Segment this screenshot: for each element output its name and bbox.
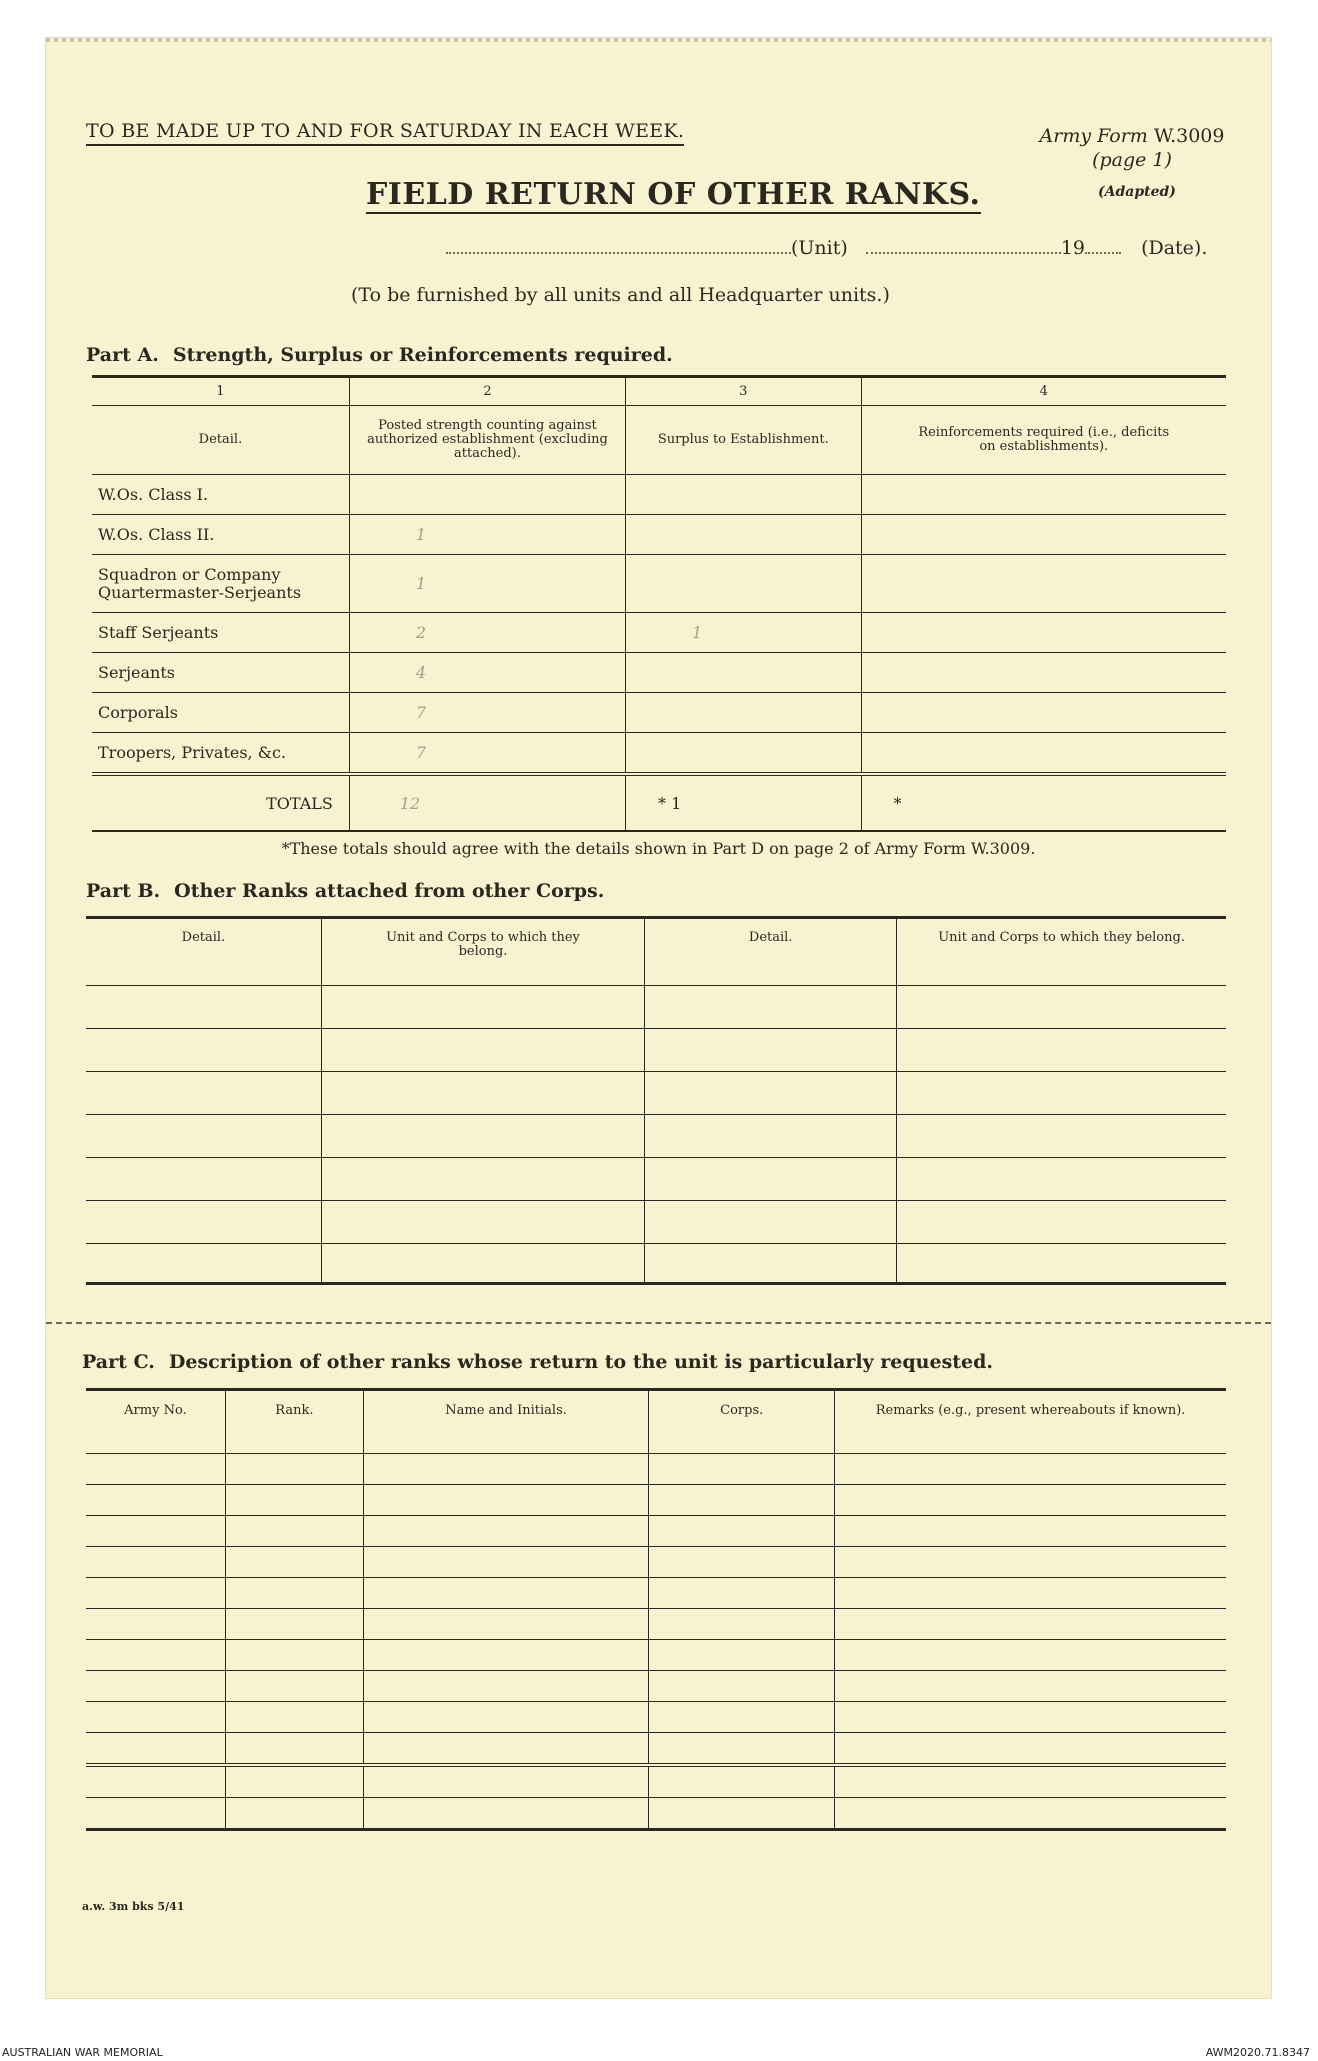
detail-cell[interactable] (86, 1201, 321, 1244)
table-row (92, 515, 1226, 555)
rank-cell[interactable] (225, 1733, 363, 1766)
printer-mark: a.w. 3m bks 5/41 (82, 1900, 185, 1913)
detail-cell[interactable] (86, 986, 321, 1029)
totals-posted[interactable]: 12 (349, 774, 625, 831)
table-row (86, 1702, 1226, 1733)
row-detail: Corporals (92, 693, 349, 733)
column-header-reinforcements: Reinforcements required (i.e., deficits on establishments). (861, 406, 1226, 475)
col-number: 3 (626, 377, 861, 406)
remarks-cell[interactable] (835, 1485, 1226, 1516)
corps-cell[interactable] (649, 1798, 835, 1830)
name-cell[interactable] (363, 1733, 648, 1766)
rank-cell[interactable] (225, 1798, 363, 1830)
unit-corps-cell[interactable] (897, 1029, 1226, 1072)
table-row (86, 1201, 1226, 1244)
detail-cell[interactable] (645, 1158, 897, 1201)
corps-cell[interactable] (649, 1516, 835, 1547)
name-cell[interactable] (363, 1798, 648, 1830)
unit-corps-cell[interactable] (897, 1201, 1226, 1244)
table-row (86, 1516, 1226, 1547)
col-number: 2 (349, 377, 625, 406)
table-row (86, 1072, 1226, 1115)
form-number: W.3009 (1153, 125, 1225, 147)
totals-label: TOTALS (92, 774, 349, 831)
reinforcements-value[interactable] (861, 555, 1226, 613)
table-row (92, 733, 1226, 775)
year-prefix: 19 (1060, 237, 1086, 259)
part-b-title: Other Ranks attached from other Corps. (174, 880, 605, 902)
unit-corps-cell[interactable] (897, 1244, 1226, 1284)
adapted-note: (Adapted) (1098, 184, 1176, 200)
army-no-cell[interactable] (86, 1640, 225, 1671)
column-header-posted: Posted strength counting against authorized establishment (excluding attached). (349, 406, 625, 475)
remarks-cell[interactable] (835, 1798, 1226, 1830)
army-no-cell[interactable] (86, 1485, 225, 1516)
corps-cell[interactable] (649, 1485, 835, 1516)
totals-surplus[interactable]: * 1 (626, 774, 861, 831)
table-row (92, 653, 1226, 693)
name-cell[interactable] (363, 1640, 648, 1671)
row-detail: W.Os. Class II. (92, 515, 349, 555)
page-title: FIELD RETURN OF OTHER RANKS. (366, 177, 981, 212)
table-row (86, 986, 1226, 1029)
table-row (86, 1115, 1226, 1158)
totals-row (92, 774, 1226, 831)
corps-cell[interactable] (649, 1454, 835, 1485)
army-no-cell[interactable] (86, 1798, 225, 1830)
surplus-value[interactable] (626, 555, 861, 613)
totals-footnote: *These totals should agree with the details shown in Part D on page 2 of Army Form W.3009. (281, 839, 1036, 858)
table-row (86, 1244, 1226, 1284)
column-header-corps: Corps. (649, 1390, 835, 1454)
army-form-label: Army Form (1039, 125, 1148, 147)
corps-cell[interactable] (649, 1609, 835, 1640)
unit-corps-cell[interactable] (321, 1244, 644, 1284)
name-cell[interactable] (363, 1609, 648, 1640)
column-header-detail: Detail. (86, 918, 321, 986)
army-no-cell[interactable] (86, 1609, 225, 1640)
rank-cell[interactable] (225, 1547, 363, 1578)
col-number: 4 (861, 377, 1226, 406)
row-detail: Troopers, Privates, &c. (92, 733, 349, 775)
unit-corps-cell[interactable] (897, 1115, 1226, 1158)
table-row (86, 1485, 1226, 1516)
year-field (1085, 238, 1121, 254)
reinforcements-value[interactable] (861, 613, 1226, 653)
rank-cell[interactable] (225, 1640, 363, 1671)
row-detail: Squadron or Company Quartermaster-Serjeants (92, 555, 349, 613)
table-row (92, 555, 1226, 613)
surplus-value[interactable] (626, 475, 861, 515)
form-paper (46, 38, 1271, 1998)
surplus-value[interactable] (626, 653, 861, 693)
army-no-cell[interactable] (86, 1578, 225, 1609)
totals-reinforcements[interactable]: * (861, 774, 1226, 831)
army-no-cell[interactable] (86, 1702, 225, 1733)
unit-corps-cell[interactable] (321, 1072, 644, 1115)
remarks-cell[interactable] (835, 1578, 1226, 1609)
part-a-table (92, 375, 1226, 832)
rank-cell[interactable] (225, 1485, 363, 1516)
name-cell[interactable] (363, 1702, 648, 1733)
army-no-cell[interactable] (86, 1454, 225, 1485)
furnished-note: (To be furnished by all units and all Headquarter units.) (351, 284, 890, 306)
unit-corps-cell[interactable] (897, 986, 1226, 1029)
name-cell[interactable] (363, 1485, 648, 1516)
army-no-cell[interactable] (86, 1765, 225, 1798)
detail-cell[interactable] (645, 1244, 897, 1284)
part-c-heading (82, 1351, 993, 1373)
part-b-table (86, 916, 1226, 1285)
part-b-heading (86, 880, 604, 902)
date-field (866, 238, 1061, 254)
army-no-cell[interactable] (86, 1516, 225, 1547)
corps-cell[interactable] (649, 1578, 835, 1609)
reinforcements-value[interactable] (861, 653, 1226, 693)
reinforcements-value[interactable] (861, 693, 1226, 733)
corps-cell[interactable] (649, 1765, 835, 1798)
army-form-reference (1022, 124, 1242, 172)
corps-cell[interactable] (649, 1640, 835, 1671)
table-row (86, 1547, 1226, 1578)
rank-cell[interactable] (225, 1516, 363, 1547)
table-row (86, 1671, 1226, 1702)
row-detail: Staff Serjeants (92, 613, 349, 653)
remarks-cell[interactable] (835, 1640, 1226, 1671)
remarks-cell[interactable] (835, 1547, 1226, 1578)
date-label: (Date). (1141, 237, 1208, 259)
remarks-cell[interactable] (835, 1671, 1226, 1702)
perforation-line (46, 1322, 1271, 1324)
army-no-cell[interactable] (86, 1547, 225, 1578)
unit-label: (Unit) (791, 237, 848, 259)
part-c-title: Description of other ranks whose return to the unit is particularly requested. (168, 1351, 994, 1373)
reinforcements-value[interactable] (861, 733, 1226, 775)
column-header-remarks: Remarks (e.g., present whereabouts if known). (835, 1390, 1226, 1454)
part-a-title: Strength, Surplus or Reinforcements required. (172, 344, 673, 366)
name-cell[interactable] (363, 1547, 648, 1578)
posted-value[interactable] (349, 475, 625, 515)
name-cell[interactable] (363, 1765, 648, 1798)
row-detail: Serjeants (92, 653, 349, 693)
remarks-cell[interactable] (835, 1702, 1226, 1733)
detail-cell[interactable] (645, 1072, 897, 1115)
table-row (86, 1798, 1226, 1830)
unit-corps-cell[interactable] (321, 1029, 644, 1072)
posted-value[interactable]: 7 (349, 733, 625, 775)
table-row (86, 1578, 1226, 1609)
part-c-table (86, 1388, 1226, 1831)
reinforcements-value[interactable] (861, 475, 1226, 515)
table-row (86, 1733, 1226, 1766)
rank-cell[interactable] (225, 1454, 363, 1485)
unit-corps-cell[interactable] (897, 1072, 1226, 1115)
unit-corps-cell[interactable] (897, 1158, 1226, 1201)
remarks-cell[interactable] (835, 1454, 1226, 1485)
detail-cell[interactable] (645, 1115, 897, 1158)
table-row (86, 1158, 1226, 1201)
posted-value[interactable]: 4 (349, 653, 625, 693)
unit-corps-cell[interactable] (321, 1158, 644, 1201)
column-header-detail: Detail. (645, 918, 897, 986)
remarks-cell[interactable] (835, 1609, 1226, 1640)
corps-cell[interactable] (649, 1671, 835, 1702)
page-number: (page 1) (1092, 149, 1172, 171)
table-row (86, 1029, 1226, 1072)
table-row (92, 475, 1226, 515)
footer-credit: AUSTRALIAN WAR MEMORIAL (2, 2046, 163, 2059)
surplus-value[interactable] (626, 733, 861, 775)
table-row (86, 1454, 1226, 1485)
remarks-cell[interactable] (835, 1733, 1226, 1766)
name-cell[interactable] (363, 1516, 648, 1547)
rank-cell[interactable] (225, 1578, 363, 1609)
reinforcements-value[interactable] (861, 515, 1226, 555)
name-cell[interactable] (363, 1578, 648, 1609)
unit-date-line (446, 237, 1207, 259)
table-row (86, 1640, 1226, 1671)
detail-cell[interactable] (645, 986, 897, 1029)
table-row (86, 1609, 1226, 1640)
table-row (92, 693, 1226, 733)
detail-cell[interactable] (86, 1158, 321, 1201)
name-cell[interactable] (363, 1671, 648, 1702)
part-b-label: Part B. (86, 880, 161, 902)
row-detail: W.Os. Class I. (92, 475, 349, 515)
rank-cell[interactable] (225, 1765, 363, 1798)
surplus-value[interactable] (626, 693, 861, 733)
army-no-cell[interactable] (86, 1671, 225, 1702)
table-row (86, 1765, 1226, 1798)
column-header-unit-corps: Unit and Corps to which they belong. (321, 918, 644, 986)
unit-corps-cell[interactable] (321, 1115, 644, 1158)
unit-field (446, 238, 791, 254)
posted-value[interactable]: 7 (349, 693, 625, 733)
corps-cell[interactable] (649, 1733, 835, 1766)
column-header-surplus: Surplus to Establishment. (626, 406, 861, 475)
table-row (92, 613, 1226, 653)
column-header-rank: Rank. (225, 1390, 363, 1454)
posted-value[interactable]: 1 (349, 555, 625, 613)
army-no-cell[interactable] (86, 1733, 225, 1766)
detail-cell[interactable] (86, 1115, 321, 1158)
corps-cell[interactable] (649, 1547, 835, 1578)
surplus-value[interactable] (626, 515, 861, 555)
posted-value[interactable]: 2 (349, 613, 625, 653)
footer-accession: AWM2020.71.8347 (1205, 2046, 1310, 2059)
detail-cell[interactable] (86, 1029, 321, 1072)
column-header-detail: Detail. (92, 406, 349, 475)
name-cell[interactable] (363, 1454, 648, 1485)
week-instruction: TO BE MADE UP TO AND FOR SATURDAY IN EACH WEEK. (86, 120, 684, 146)
rank-cell[interactable] (225, 1671, 363, 1702)
rank-cell[interactable] (225, 1702, 363, 1733)
unit-corps-cell[interactable] (321, 1201, 644, 1244)
corps-cell[interactable] (649, 1702, 835, 1733)
detail-cell[interactable] (645, 1201, 897, 1244)
remarks-cell[interactable] (835, 1765, 1226, 1798)
surplus-value[interactable]: 1 (626, 613, 861, 653)
part-a-heading (86, 344, 673, 366)
posted-value[interactable]: 1 (349, 515, 625, 555)
detail-cell[interactable] (86, 1244, 321, 1284)
detail-cell[interactable] (645, 1029, 897, 1072)
rank-cell[interactable] (225, 1609, 363, 1640)
remarks-cell[interactable] (835, 1516, 1226, 1547)
part-c-label: Part C. (82, 1351, 155, 1373)
part-a-label: Part A. (86, 344, 159, 366)
detail-cell[interactable] (86, 1072, 321, 1115)
col-number: 1 (92, 377, 349, 406)
column-header-army-no: Army No. (86, 1390, 225, 1454)
unit-corps-cell[interactable] (321, 986, 644, 1029)
column-header-unit-corps: Unit and Corps to which they belong. (897, 918, 1226, 986)
column-header-name: Name and Initials. (363, 1390, 648, 1454)
